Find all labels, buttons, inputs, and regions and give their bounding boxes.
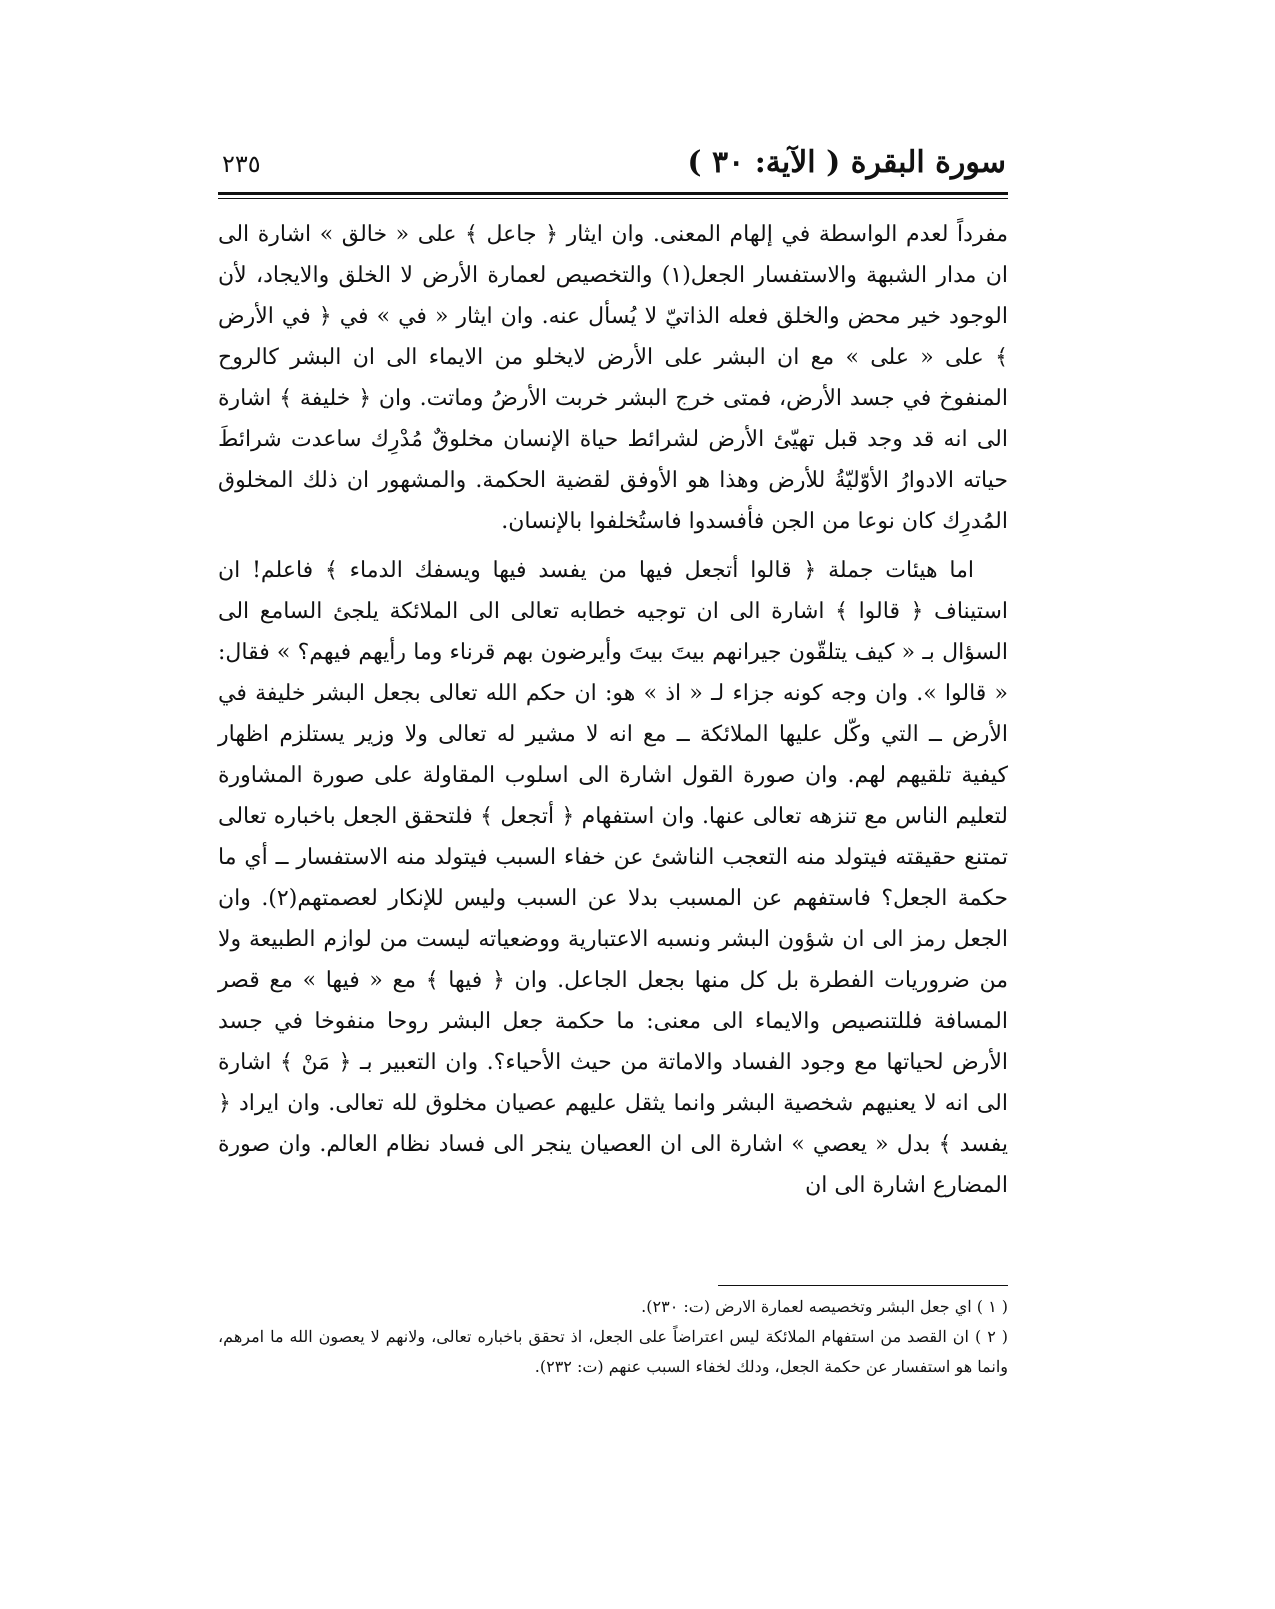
footnote-1: ( ١ ) اي جعل البشر وتخصيصه لعمارة الارض (ت: ٢٣٠). <box>641 1297 1008 1316</box>
footnotes <box>218 1292 1008 1382</box>
running-header <box>222 142 1006 192</box>
main-text <box>218 214 1008 1214</box>
paragraph: مفرداً لعدم الواسطة في إلهام المعنى. وان ايثار ﴿ جاعل ﴾ على « خالق » اشارة الى ان مدار الشبهة والاستفسار الجعل(١) والتخصيص لعمارة الأرض لا الخلق والايجاد، لأن الوجود خير محض والخلق فعله الذاتيّ لا يُسأل عنه. وان ايثار « في » في ﴿ في الأرض ﴾ على « على » مع ان البشر على الأرض لايخلو من الايماء الى ان البشر كالروح المنفوخ في جسد الأرض، فمتى خرج البشر خربت الأرضُ وماتت. وان ﴿ خليفة ﴾ اشارة الى انه قد وجد قبل تهيّئ الأرض لشرائط حياة الإنسان مخلوقٌ مُدْرِك ساعدت شرائطَ حياته الادوارُ الأوّليّةُ للأرض وهذا هو الأوفق لقضية الحكمة. والمشهور ان ذلك المخلوق المُدرِك كان نوعا من الجن فأفسدوا فاستُخلفوا بالإنسان. <box>218 222 1009 534</box>
header-rule-thick <box>218 192 1008 195</box>
footnote-2: ( ٢ ) ان القصد من استفهام الملائكة ليس اعتراضاً على الجعل، اذ تحقق باخباره تعالى، ولانهم لا يعصون الله ما امرهم، وانما هو استفسار عن حكمة الجعل، ودلك لخفاء السبب عنهم (ت: ٢٣٢). <box>218 1327 1009 1376</box>
footnote-rule <box>718 1285 1008 1286</box>
paragraph: اما هيئات جملة ﴿ قالوا أتجعل فيها من يفسد فيها ويسفك الدماء ﴾ فاعلم! ان استيناف ﴿ قالوا ﴾ اشارة الى ان توجيه خطابه تعالى الى الملائكة يلجئ السامع الى السؤال بـ « كيف يتلقّون جيرانهم بيتَ بيتَ وأيرضون بهم قرناء وما رأيهم فيهم؟ » فقال: « قالوا ». وان وجه كونه جزاء لـ « اذ » هو: ان حكم الله تعالى بجعل البشر خليفة في الأرض ــ التي وكّل عليها الملائكة ــ مع انه لا مشير له تعالى ولا وزير يستلزم اظهار كيفية تلقيهم لهم. وان صورة القول اشارة الى اسلوب المقاولة على صورة المشاورة لتعليم الناس مع تنزهه تعالى عنها. وان استفهام ﴿ أتجعل ﴾ فلتحقق الجعل باخباره تعالى تمتنع حقيقته فيتولد منه التعجب الناشئ عن خفاء السبب فيتولد منه الاستفسار ــ أي ما حكمة الجعل؟ فاستفهم عن المسبب بدلا عن السبب وليس للإنكار لعصمتهم(٢). وان الجعل رمز الى ان شؤون البشر ونسبه الاعتبارية ووضعياته ليست من لوازم الطبيعة ولا من ضروريات الفطرة بل كل منها بجعل الجاعل. وان ﴿ فيها ﴾ مع « فيها » مع قصر المسافة فللتنصيص والايماء الى معنى: ما حكمة جعل البشر روحا منفوخا في جسد الأرض لحياتها مع وجود الفساد والاماتة من حيث الأحياء؟. وان التعبير بـ ﴿ مَنْ ﴾ اشارة الى انه لا يعنيهم شخصية البشر وانما يثقل عليهم عصيان مخلوق لله تعالى. وان ايراد ﴿ يفسد ﴾ بدل « يعصي » اشارة الى ان العصيان ينجر الى فساد نظام العالم. وان صورة المضارع اشارة الى ان <box>218 558 1008 1198</box>
surah-title: سورة البقرة ( الآية: ٣٠ ) <box>687 145 1006 180</box>
header-rule-thin <box>218 198 1008 199</box>
page-number: ٢٣٥ <box>222 150 261 178</box>
